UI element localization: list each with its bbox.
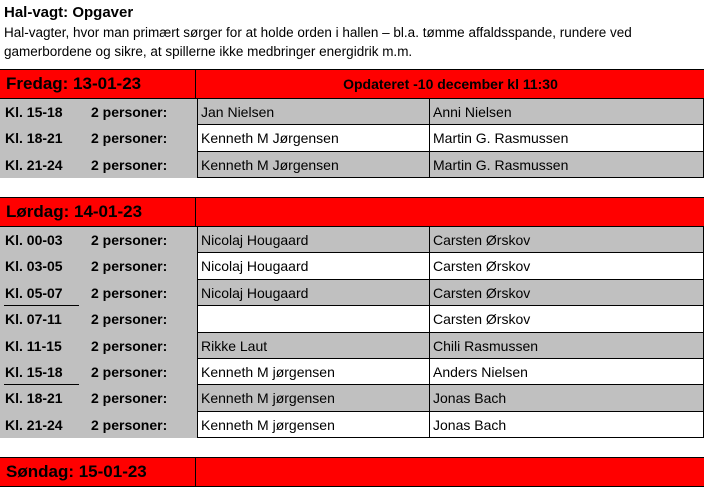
day-block-friday [0,69,704,178]
time-cell [0,280,197,306]
time-cell [0,99,197,125]
time-cell [0,125,197,151]
persons-count: 2 personer: [91,390,168,407]
day-header [0,69,704,99]
volunteer-1-cell[interactable]: Jan Nielsen [197,99,430,125]
volunteer-2-cell[interactable]: Chili Rasmussen [430,333,704,359]
intro-text: Hal-vagter, hvor man primært sørger for at holde orden i hallen – bl.a. tømme affaldsspande, rundere ved gamerbordene og sikre, at spillerne ikke medbringer energidrik m.m. [4,25,632,59]
table-row [0,227,704,253]
volunteer-2-cell[interactable]: Anni Nielsen [430,99,704,125]
volunteer-1-cell[interactable]: Nicolaj Hougaard [197,280,430,306]
time-slot: Kl. 18-21 [5,130,63,147]
volunteer-1-cell[interactable]: Kenneth M Jørgensen [197,152,430,178]
day-header [0,197,704,227]
day-label: Søndag: 15-01-23 [2,458,196,486]
updated-note [197,458,704,486]
time-slot: Kl. 21-24 [5,416,63,433]
volunteer-1-cell[interactable]: Rikke Laut [197,333,430,359]
day-label: Fredag: 13-01-23 [2,70,196,98]
persons-count: 2 personer: [91,363,168,380]
table-row [0,333,704,359]
volunteer-1-cell[interactable]: Kenneth M jørgensen [197,385,430,411]
volunteer-1-cell[interactable]: Nicolaj Hougaard [197,253,430,279]
table-row [0,359,704,385]
time-slot: Kl. 00-03 [5,232,63,248]
volunteer-1-cell[interactable]: Kenneth M Jørgensen [197,125,430,151]
day-label: Lørdag: 14-01-23 [2,198,196,226]
time-cell [0,227,197,253]
time-slot: Kl. 05-07 [4,281,79,306]
volunteer-2-cell[interactable]: Jonas Bach [430,412,704,438]
time-slot: Kl. 07-11 [5,311,62,328]
table-row [0,253,704,279]
time-cell [0,359,197,385]
time-cell [0,412,197,438]
table-row [0,280,704,306]
volunteer-2-cell[interactable]: Carsten Ørskov [430,253,704,279]
day-header [0,457,704,487]
table-row [0,152,704,178]
persons-count: 2 personer: [91,104,168,120]
persons-count: 2 personer: [91,232,168,248]
time-cell [0,306,197,332]
updated-note: Opdateret -10 december kl 11:30 [343,76,558,92]
persons-count: 2 personer: [91,258,168,275]
volunteer-2-cell[interactable]: Carsten Ørskov [430,280,704,306]
time-cell [0,385,197,411]
time-cell [0,152,197,178]
table-row [0,125,704,151]
table-row [0,306,704,332]
volunteer-2-cell[interactable]: Martin G. Rasmussen [430,152,704,178]
volunteer-2-cell[interactable]: Martin G. Rasmussen [430,125,704,151]
persons-count: 2 personer: [91,311,168,328]
volunteer-1-cell[interactable]: Kenneth M jørgensen [197,359,430,385]
persons-count: 2 personer: [91,156,168,173]
persons-count: 2 personer: [91,130,168,147]
time-slot: Kl. 15-18 [5,104,63,120]
page-title: Hal-vagt: Opgaver [4,4,134,21]
table-row [0,412,704,438]
volunteer-2-cell[interactable]: Carsten Ørskov [430,306,704,332]
time-slot: Kl. 11-15 [5,337,62,354]
volunteer-1-cell[interactable]: Nicolaj Hougaard [197,227,430,253]
persons-count: 2 personer: [91,337,168,354]
volunteer-2-cell[interactable]: Anders Nielsen [430,359,704,385]
volunteer-1-cell[interactable]: Kenneth M jørgensen [197,412,430,438]
day-block-sunday [0,457,704,481]
volunteer-2-cell[interactable]: Carsten Ørskov [430,227,704,253]
volunteer-1-cell[interactable] [197,306,430,332]
persons-count: 2 personer: [91,416,168,433]
time-slot: Kl. 18-21 [5,390,63,407]
updated-note [197,198,704,226]
time-slot: Kl. 21-24 [5,156,63,173]
time-slot: Kl. 15-18 [4,360,79,385]
day-block-saturday [0,197,704,438]
time-slot: Kl. 03-05 [5,258,63,275]
time-cell [0,253,197,279]
volunteer-2-cell[interactable]: Jonas Bach [430,385,704,411]
time-cell [0,333,197,359]
table-row [0,385,704,411]
table-row [0,99,704,125]
persons-count: 2 personer: [91,284,168,301]
